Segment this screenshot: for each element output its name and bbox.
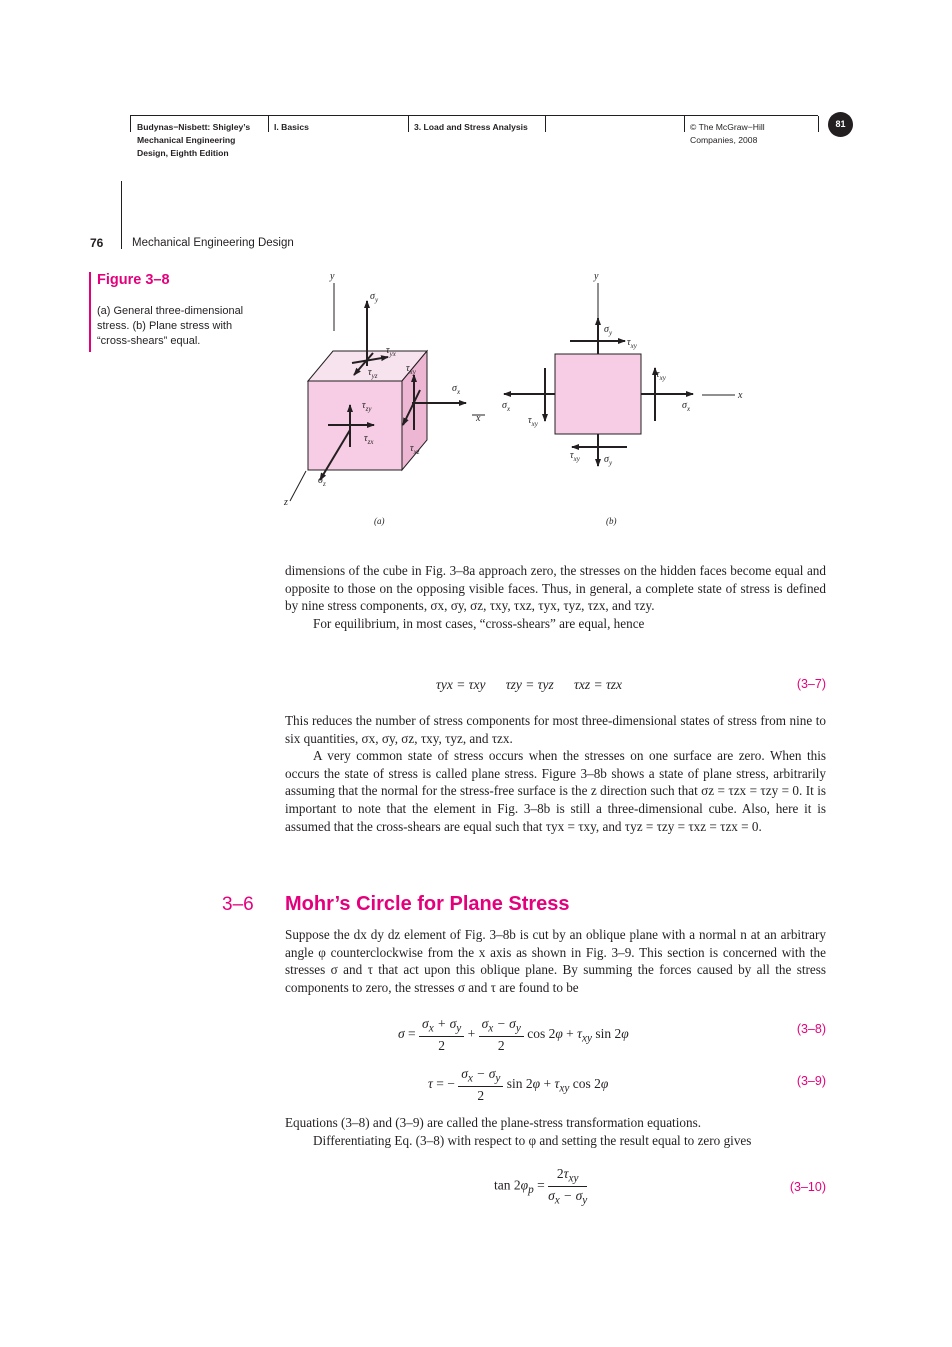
running-head-title: Mechanical Engineering Design <box>132 237 294 249</box>
header-rule-top <box>130 115 818 116</box>
sub-label-b: (b) <box>606 516 617 526</box>
z-axis-a <box>290 471 306 501</box>
equation-3-9-number: (3–9) <box>796 1074 826 1088</box>
header-rule-left <box>130 116 131 132</box>
svg-text:τxz: $\tau_{xz}$ <box>410 443 420 456</box>
svg-text:z: z <box>284 497 288 508</box>
svg-text:τzx: $\tau_{zx}$ <box>364 433 374 446</box>
para-differentiating: Differentiating Eq. (3–8) with respect to φ and setting the result equal to zero gives <box>313 1132 752 1148</box>
svg-text:y: y <box>330 271 335 282</box>
section-number: 3–6 <box>222 894 254 915</box>
body-paragraph-1 <box>285 562 826 632</box>
header-copyright: © The McGraw−Hill Companies, 2008 <box>690 122 765 145</box>
svg-text:τxy: $\tau_{xy}$ <box>570 450 580 463</box>
figure-caption-rule <box>89 272 91 352</box>
section-paragraph-1: Suppose the dx dy dz element of Fig. 3–8b is cut by an oblique plane with a normal n at an arbitrary angle φ counterclockwise from the x axis as shown in Fig. 3–9. This section is concerned with the stresses σ and τ that act upon this oblique plane. By summing the forces caused by all the stress components to zero, the stresses σ and τ are found to be <box>285 927 826 995</box>
page-badge: 81 <box>828 112 853 137</box>
equation-3-7-number: (3–7) <box>796 677 826 691</box>
header-divider-5 <box>818 116 819 132</box>
svg-text:σy: $\sigma_y$ <box>604 454 613 467</box>
figure-3-8 <box>270 265 770 535</box>
para-transformation-equations: Equations (3–8) and (3–9) are called the plane-stress transformation equations. <box>285 1115 702 1130</box>
equation-3-10: $\tan 2\varphi_p$ = $\frac{2\tau_{xy}}{\sigma_x - \sigma_y}$ <box>494 1166 588 1207</box>
svg-text:τxy: $\tau_{xy}$ <box>406 363 416 376</box>
svg-text:σx: $\sigma_x$ <box>682 400 691 413</box>
svg-text:σz: $\sigma_z$ <box>318 475 326 488</box>
svg-text:τzy: $\tau_{zy}$ <box>362 400 372 413</box>
svg-text:τxy: $\tau_{xy}$ <box>528 415 538 428</box>
section-paragraph-2 <box>285 1114 826 1149</box>
svg-text:τxy: $\tau_{xy}$ <box>627 337 637 350</box>
header-chapter: 3. Load and Stress Analysis <box>414 122 528 132</box>
section-title: Mohr’s Circle for Plane Stress <box>285 893 570 915</box>
page-number: 76 <box>90 236 104 250</box>
header-divider-1 <box>268 116 269 132</box>
svg-text:y: y <box>594 271 599 282</box>
para-plane-stress: A very common state of stress occurs when the stresses on one surface are zero. When this occurs the state of stress is called plane stress. Figure 3–8b shows a state of plane stress, arbitrarily assuming that the normal for the stress-free surface is the z direction such that σz = τzx = τzy = 0. It is important to note that the element in Fig. 3–8b is still a three-dimensional cube. Also, here it is assumed that the cross-shears are equal such that τyx = τxy, and τyz = τzy = τxz = τzx = 0. <box>285 748 826 834</box>
svg-text:σx: $\sigma_x$ <box>452 383 461 396</box>
figure-label: Figure 3–8 <box>97 272 170 288</box>
para-equilibrium: For equilibrium, in most cases, “cross-shears” are equal, hence <box>313 615 645 631</box>
figure-caption: (a) General three-dimensional stress. (b) Plane stress with “cross-shears” equal. <box>97 305 244 347</box>
para-reduces: This reduces the number of stress components for most three-dimensional states of stress from nine to six quantities, σx, σy, σz, τxy, τyz, and τzx. <box>285 713 826 746</box>
header-divider-2 <box>408 116 409 132</box>
square-b <box>504 283 735 466</box>
body-paragraph-2 <box>285 712 826 835</box>
sub-label-a: (a) <box>374 516 385 526</box>
svg-text:σx: $\sigma_x$ <box>502 400 511 413</box>
header-book-title: Budynas−Nisbett: Shigley’s Mechanical Engineering Design, Eighth Edition <box>137 122 251 158</box>
svg-text:x: x <box>476 413 481 424</box>
header-divider-3 <box>545 116 546 132</box>
svg-text:τyz: $\tau_{yz}$ <box>368 367 378 380</box>
svg-text:τyx: $\tau_{yx}$ <box>386 345 396 358</box>
svg-text:x: x <box>738 390 743 401</box>
svg-text:σy: $\sigma_y$ <box>604 324 613 337</box>
equation-3-8-number: (3–8) <box>796 1022 826 1036</box>
equation-3-9: τ = − $\frac{\sigma_x - \sigma_y}{2}$ $\sin 2\varphi + \tau_{xy}$ cos 2φ <box>428 1066 609 1103</box>
svg-text:σy: $\sigma_y$ <box>370 291 379 304</box>
equation-3-10-number: (3–10) <box>789 1180 826 1194</box>
para-cube-dimensions: dimensions of the cube in Fig. 3–8a approach zero, the stresses on the hidden faces become equal and opposite to those on the opposing visible faces. Thus, in general, a complete state of stress is defined by nine stress components, σx, σy, σz, τxy, τxz, τyx, τyz, τzx, and τzy. <box>285 563 826 614</box>
header-part: I. Basics <box>274 122 309 132</box>
equation-3-7: τyx = τxy τzy = τyz τxz = τzx <box>436 677 623 692</box>
header-divider-4 <box>684 116 685 132</box>
svg-text:τxy: $\tau_{xy}$ <box>656 369 666 382</box>
running-head-rule <box>121 181 122 249</box>
equation-3-8: σ = $\frac{\sigma_x + \sigma_y}{2}$ + $\frac{\sigma_x - \sigma_y}{2}$ $\cos 2\varphi + \tau_{xy}$ sin 2φ <box>398 1016 629 1053</box>
plane-element <box>555 354 641 434</box>
